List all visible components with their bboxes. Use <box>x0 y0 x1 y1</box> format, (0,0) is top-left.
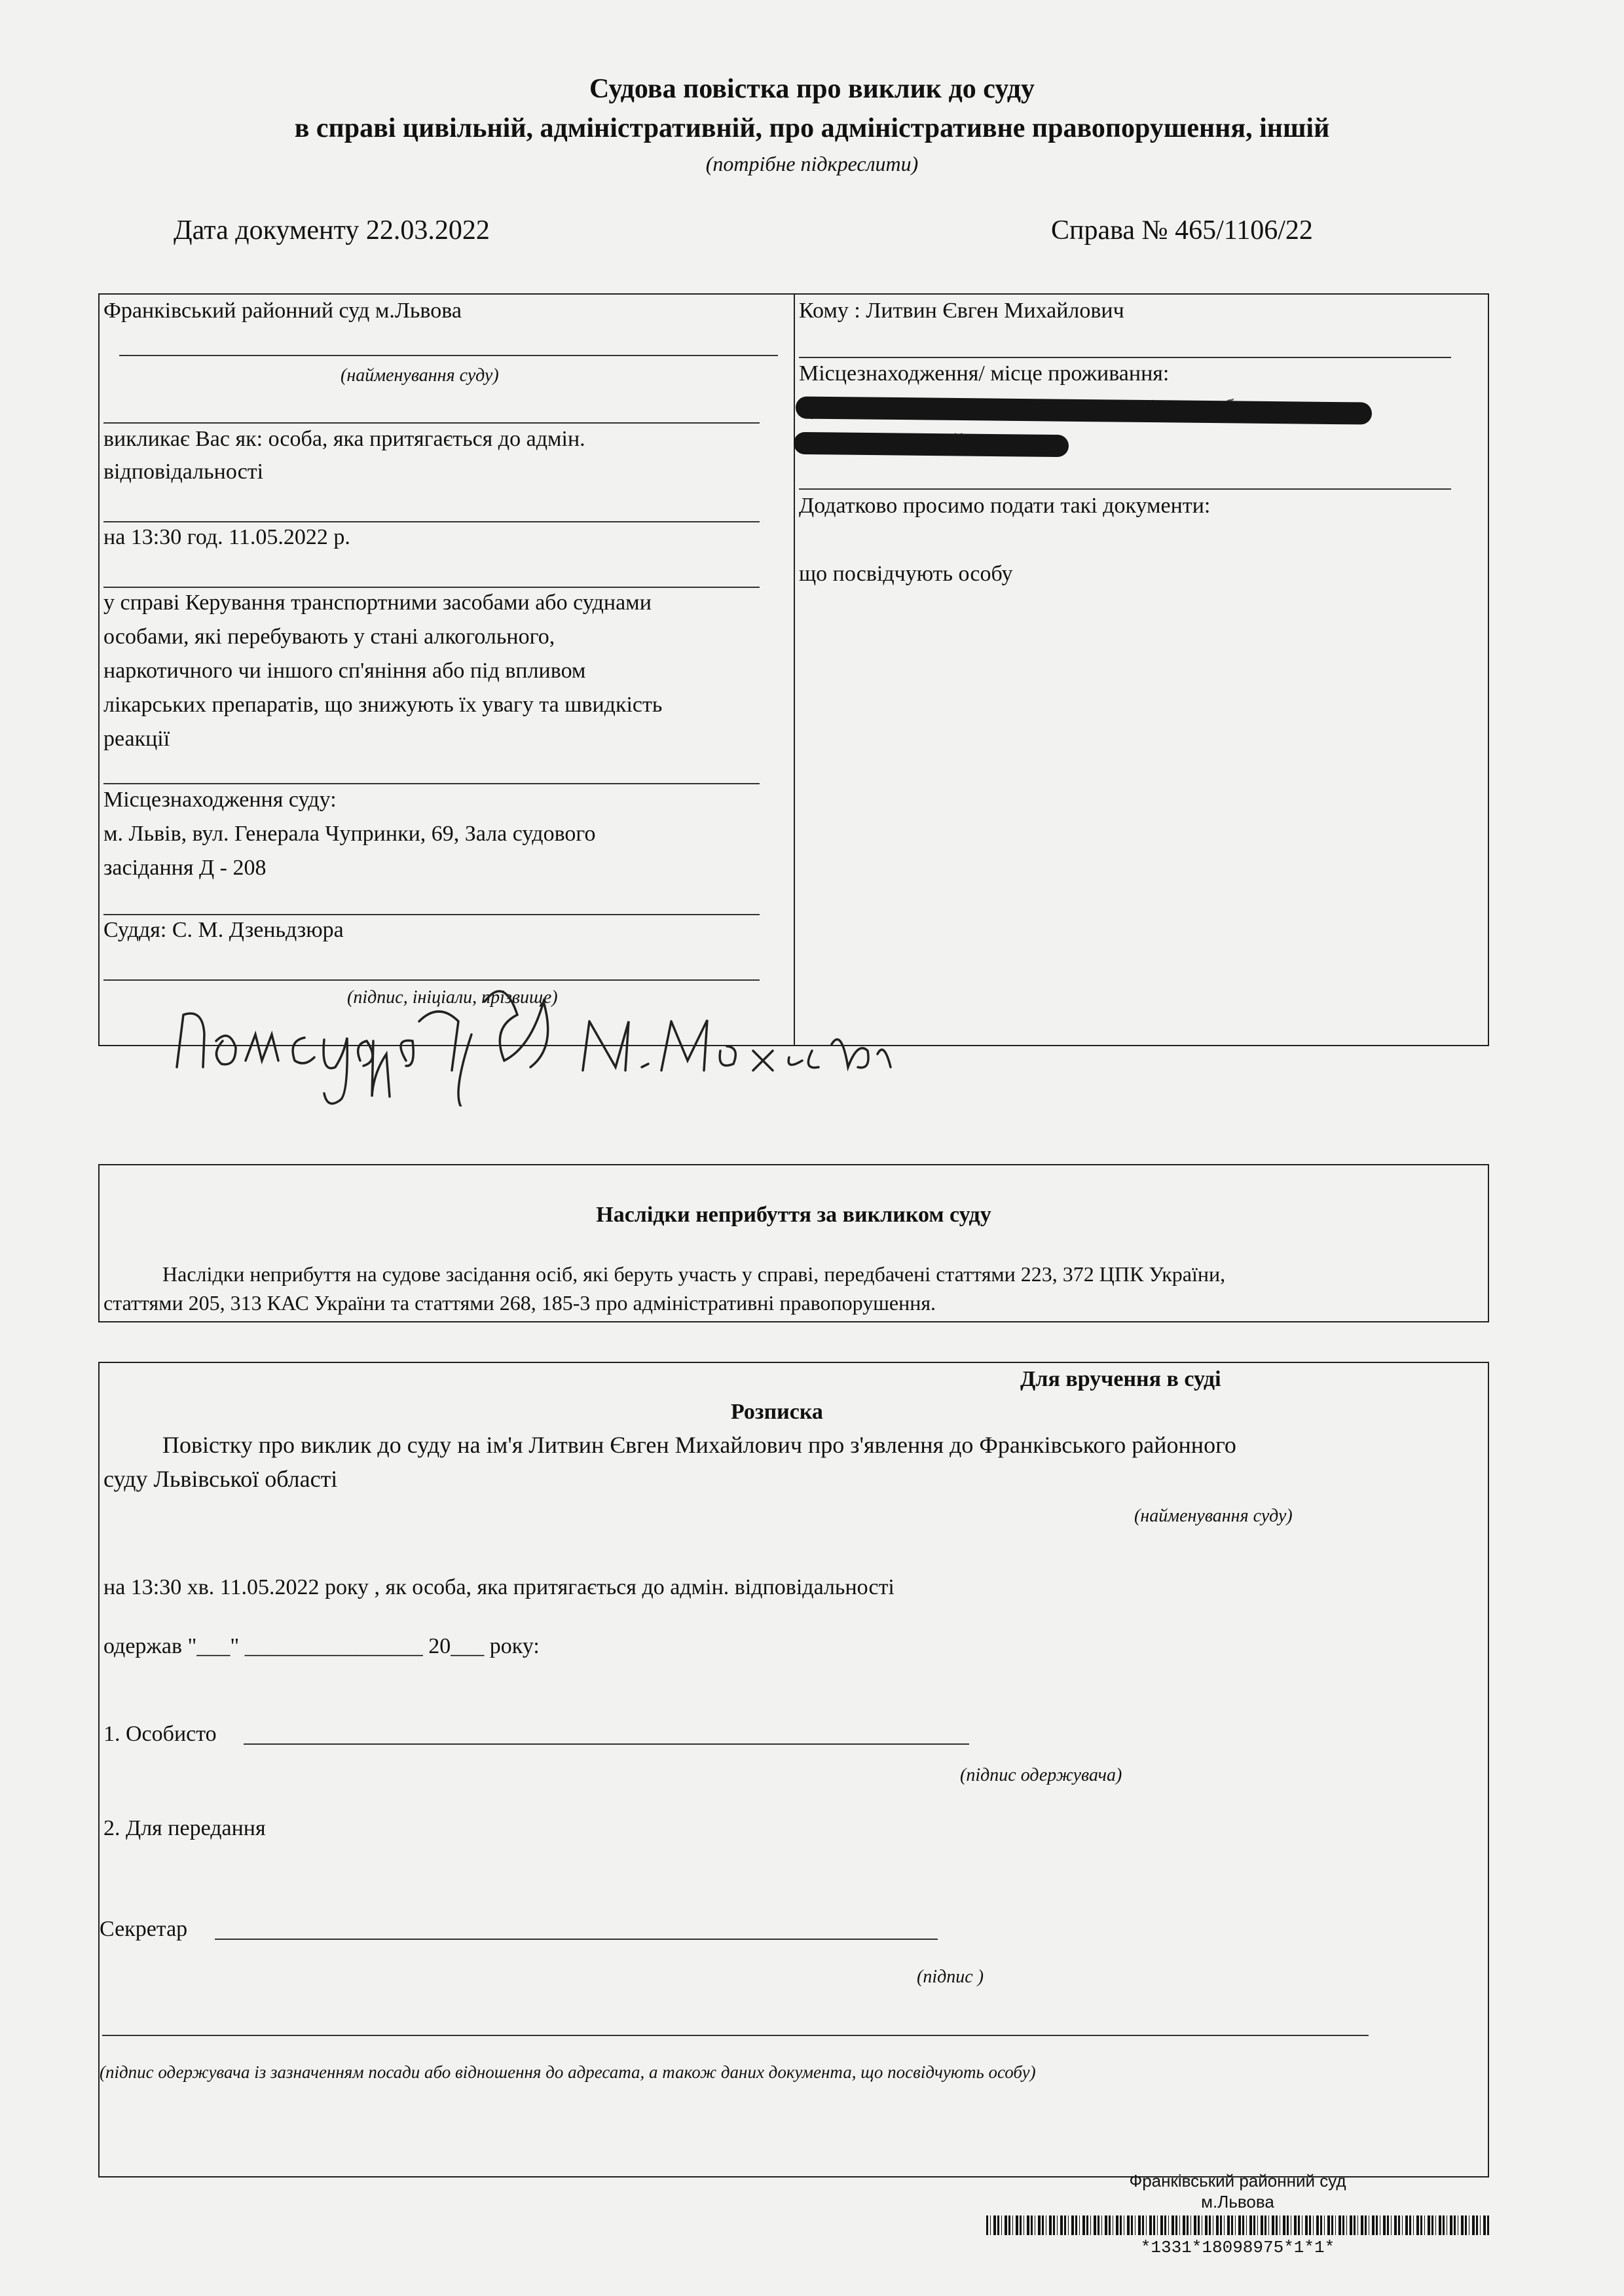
document-subtitle: в справі цивільній, адміністративній, про адміністративне правопорушення, іншій <box>294 113 1330 143</box>
court-underline <box>119 355 778 356</box>
court-location-label: Місцезнаходження суду: <box>103 788 337 812</box>
signature-caption: (підпис, ініціали, прізвище) <box>347 987 558 1008</box>
consequences-text: статтями 205, 313 КАС України та статтями 268, 185-3 про адміністративні правопорушення. <box>103 1291 936 1315</box>
barcode-text: *1331*18098975*1*1* <box>1140 2238 1335 2257</box>
separator <box>799 488 1451 490</box>
case-subject-line: у справі Керування транспортними засобами або суднами <box>103 591 652 615</box>
table-divider <box>794 293 795 1046</box>
recipient-details-caption: (підпис одержувача із зазначенням посади або відношення до адресата, а також даних документа, що посвідчують особу) <box>100 2062 1036 2082</box>
redaction-mark <box>794 432 1069 457</box>
case-subject-line: лікарських препаратів, що знижують їх увагу та швидкість <box>103 693 663 717</box>
case-subject-line: наркотичного чи іншого сп'яніння або під впливом <box>103 659 586 683</box>
recipient-signature-caption: (підпис одержувача) <box>960 1765 1122 1785</box>
recipient-underline <box>799 357 1451 358</box>
hearing-time: на 13:30 год. 11.05.2022 р. <box>103 525 350 549</box>
separator <box>103 587 760 588</box>
receipt-text-cont: суду Львівської області <box>103 1466 338 1492</box>
separator <box>103 422 760 424</box>
secretary-signature-line <box>215 1939 938 1940</box>
summons-role-cont: відповідальності <box>103 460 264 484</box>
court-name: Франківський районний суд м.Львова <box>103 299 462 323</box>
personally-label: 1. Особисто <box>103 1722 217 1746</box>
court-stamp-line2: м.Львова <box>1201 2192 1274 2212</box>
transfer-label: 2. Для передання <box>103 1816 266 1840</box>
court-stamp-line1: Франківський районний суд <box>1129 2171 1346 2191</box>
consequences-text: Наслідки неприбуття на судове засідання осіб, які беруть участь у справі, передбачені статтями 223, 372 ЦПК України, <box>162 1262 1226 1286</box>
receipt-title: Розписка <box>731 1400 823 1424</box>
for-court-label: Для вручення в суді <box>1020 1367 1221 1391</box>
consequences-title: Наслідки неприбуття за викликом суду <box>596 1203 991 1227</box>
separator <box>103 914 760 915</box>
court-location-line: засідання Д - 208 <box>103 856 267 880</box>
receipt-court-caption: (найменування суду) <box>1134 1506 1293 1526</box>
received-date-line: одержав "___" ________________ 20___ року: <box>103 1634 540 1658</box>
case-subject-line: особами, які перебувають у стані алкогольного, <box>103 625 555 649</box>
judge-name: Суддя: С. М. Дзеньдзюра <box>103 918 344 942</box>
recipient-name: Кому : Литвин Євген Михайлович <box>799 299 1124 323</box>
document-date: Дата документу 22.03.2022 <box>174 215 490 246</box>
secretary-signature-caption: (підпис ) <box>917 1967 984 1987</box>
receipt-text: Повістку про виклик до суду на ім'я Литвин Євген Михайлович про з'явлення до Франківського районного <box>162 1432 1236 1458</box>
underline-note: (потрібне підкреслити) <box>705 152 919 175</box>
separator <box>103 783 760 784</box>
documents-value: що посвідчують особу <box>799 562 1013 586</box>
case-subject-line: реакції <box>103 727 170 751</box>
secretary-label: Секретар <box>100 1917 188 1941</box>
documents-label: Додатково просимо подати такі документи: <box>799 494 1211 518</box>
case-number: Справа № 465/1106/22 <box>1051 215 1313 246</box>
barcode <box>986 2215 1489 2235</box>
recipient-details-line <box>102 2035 1369 2036</box>
document-title: Судова повістка про виклик до суду <box>589 74 1035 104</box>
separator <box>103 521 760 522</box>
court-location-line: м. Львів, вул. Генерала Чупринки, 69, Зала судового <box>103 822 596 846</box>
receipt-hearing-time: на 13:30 хв. 11.05.2022 року , як особа, яка притягається до адмін. відповідальності <box>103 1575 895 1599</box>
court-caption: (найменування суду) <box>341 365 499 386</box>
address-label: Місцезнаходження/ місце проживання: <box>799 361 1170 386</box>
personally-signature-line <box>244 1743 969 1745</box>
handwritten-signature <box>164 962 897 1106</box>
summons-role: викликає Вас як: особа, яка притягається до адмін. <box>103 427 585 451</box>
